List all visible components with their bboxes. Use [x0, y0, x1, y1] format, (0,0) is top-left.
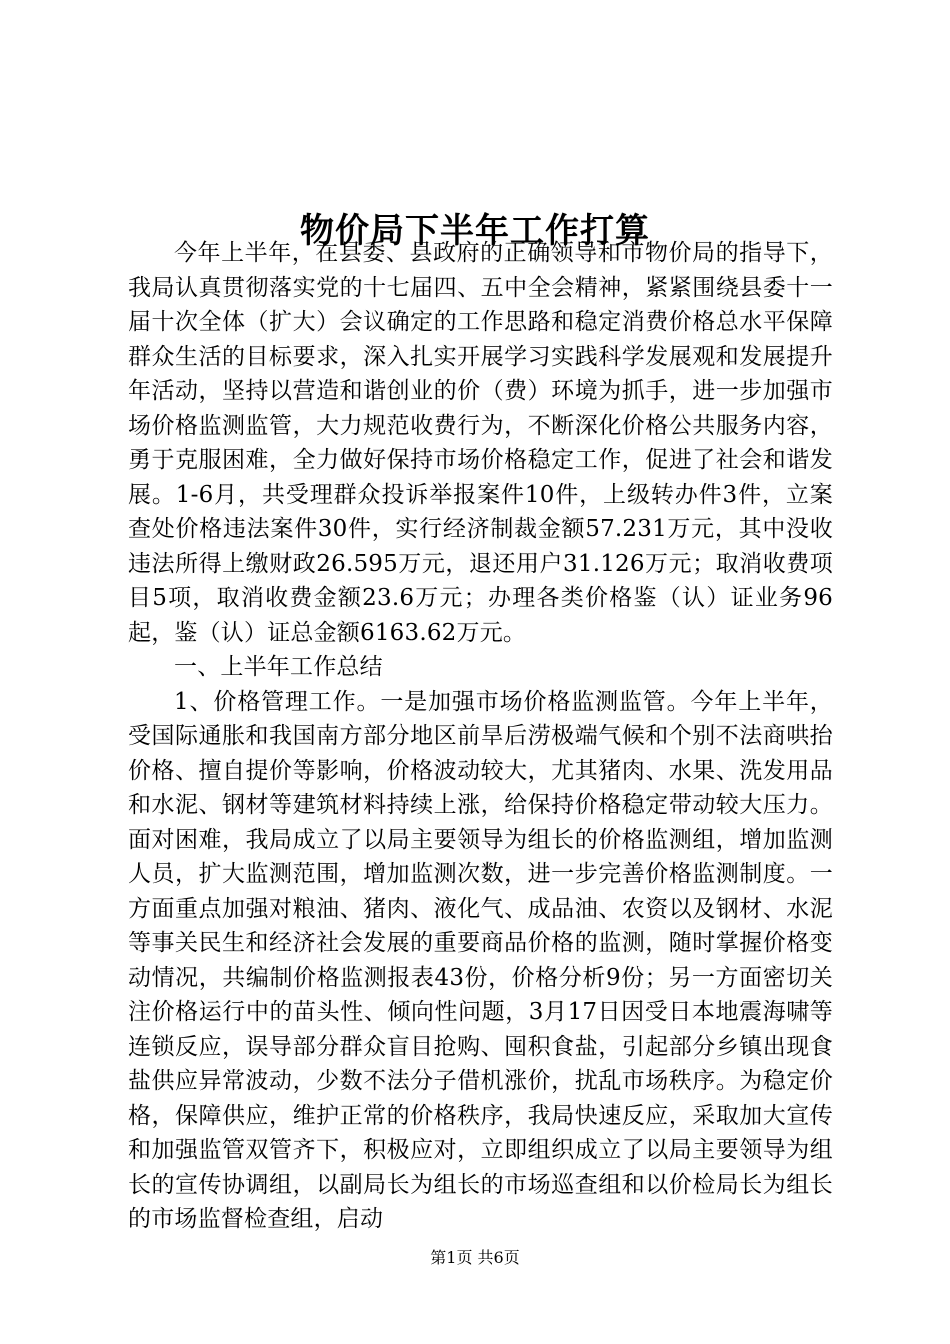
- page-number-footer: 第1页 共6页: [430, 1248, 520, 1267]
- document-title: 物价局下半年工作打算: [300, 210, 650, 251]
- document-body: [128, 236, 833, 1237]
- intro-paragraph: 今年上半年，在县委、县政府的正确领导和市物价局的指导下，我局认真贯彻落实党的十七届四、五中全会精神，紧紧围绕县委十一届十次全体（扩大）会议确定的工作思路和稳定消费价格总水平保障群众生活的目标要求，深入扎实开展学习实践科学发展观和发展提升年活动，坚持以营造和谐创业的价（费）环境为抓手，进一步加强市场价格监测监管，大力规范收费行为，不断深化价格公共服务内容，勇于克服困难，全力做好保持市场价格稳定工作，促进了社会和谐发展。1-6月，共受理群众投诉举报案件10件，上级转办件3件，立案查处价格违法案件30件，实行经济制裁金额57.231万元，其中没收违法所得上缴财政26.595万元，退还用户31.126万元；取消收费项目5项，取消收费金额23.6万元；办理各类价格鉴（认）证业务96起，鉴（认）证总金额6163.62万元。: [128, 240, 833, 646]
- price-management-paragraph: 1、价格管理工作。一是加强市场价格监测监管。今年上半年，受国际通胀和我国南方部分地区前旱后涝极端气候和个别不法商哄抬价格、擅自提价等影响，价格波动较大，尤其猪肉、水果、洗发用品和水泥、钢材等建筑材料持续上涨，给保持价格稳定带动较大压力。面对困难，我局成立了以局主要领导为组长的价格监测组，增加监测人员，扩大监测范围，增加监测次数，进一步完善价格监测制度。一方面重点加强对粮油、猪肉、液化气、成品油、农资以及钢材、水泥等事关民生和经济社会发展的重要商品价格的监测，随时掌握价格变动情况，共编制价格监测报表43份，价格分析9份；另一方面密切关注价格运行中的苗头性、倾向性问题，3月17日因受日本地震海啸等连锁反应，误导部分群众盲目抢购、囤积食盐，引起部分乡镇出现食盐供应异常波动，少数不法分子借机涨价，扰乱市场秩序。为稳定价格，保障供应，维护正常的价格秩序，我局快速反应，采取加大宣传和加强监管双管齐下，积极应对，立即组织成立了以局主要领导为组长的宣传协调组，以副局长为组长的市场巡查组和以价检局长为组长的市场监督检查组，启动: [128, 688, 833, 1232]
- section-heading: 一、上半年工作总结: [174, 654, 383, 680]
